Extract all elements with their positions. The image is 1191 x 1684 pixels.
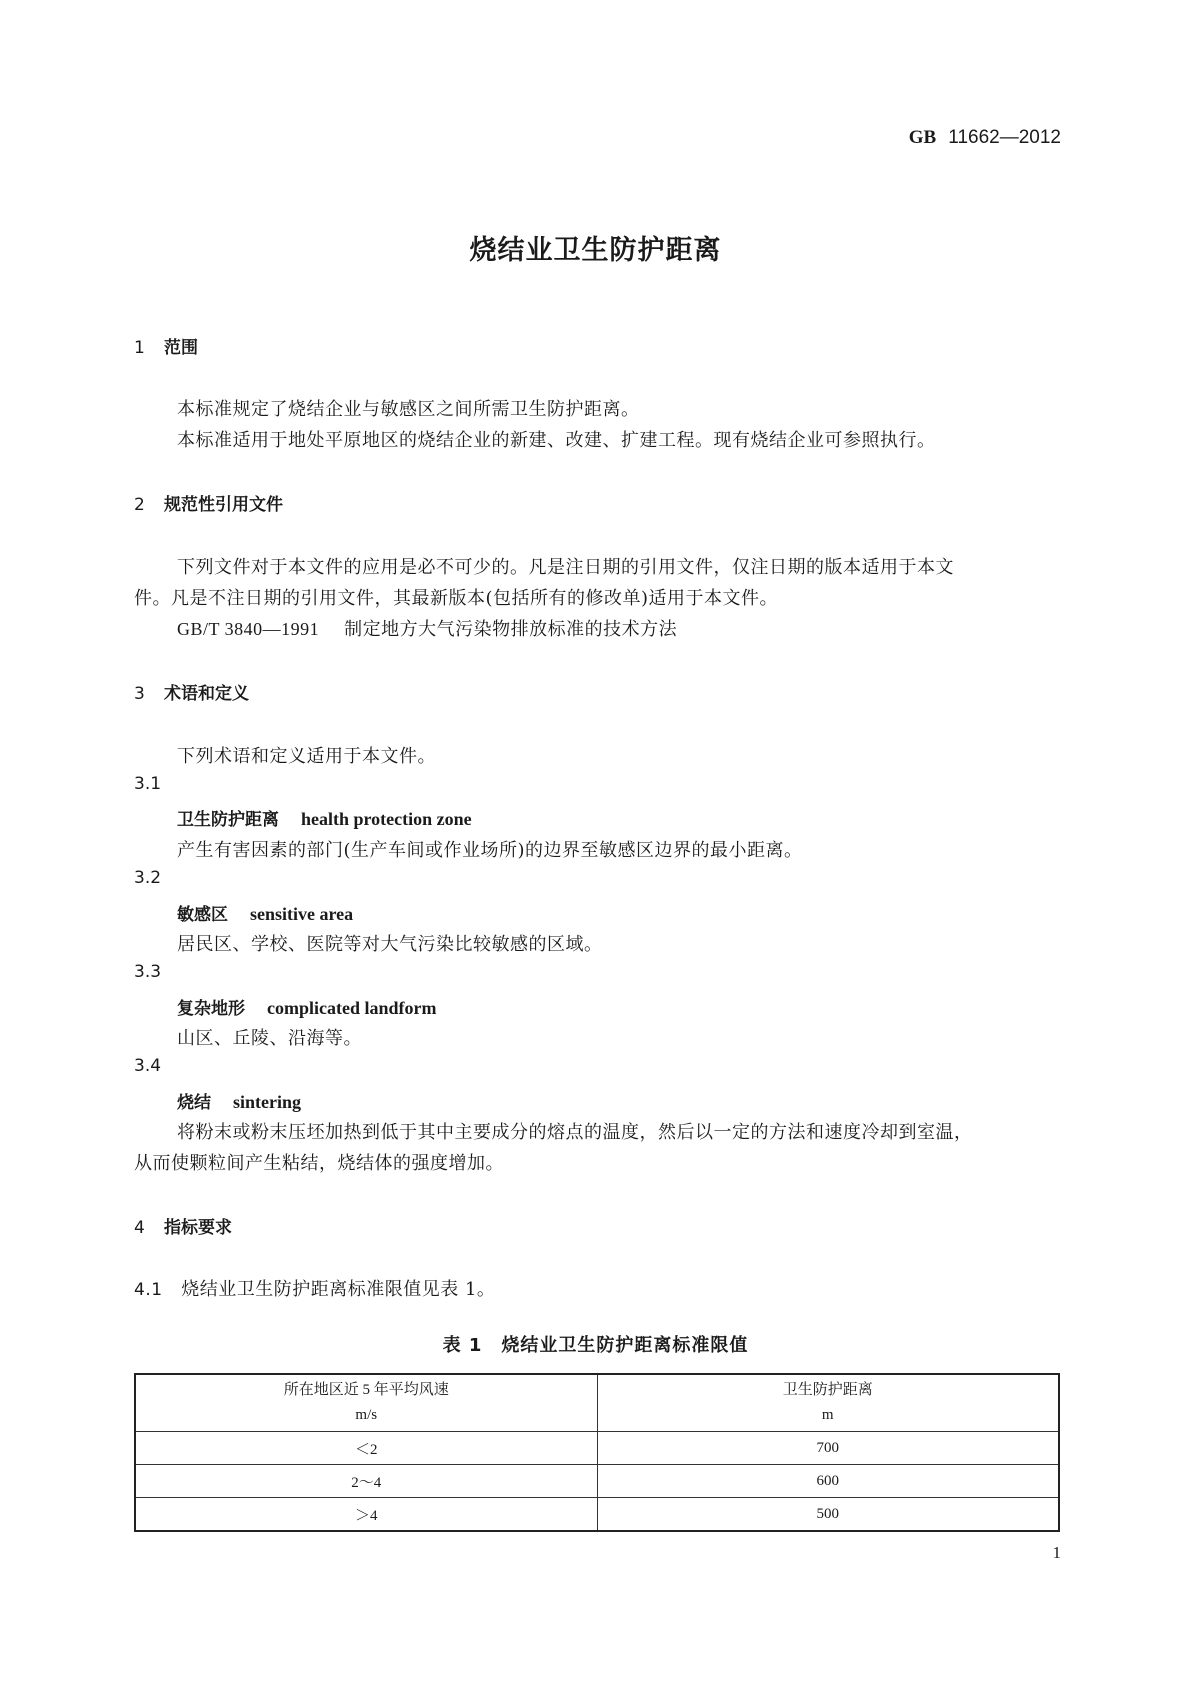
cell-wind-speed: ＞4 bbox=[135, 1498, 597, 1532]
term-3-2-chinese: 敏感区 bbox=[177, 905, 228, 925]
cell-wind-speed: 2～4 bbox=[135, 1465, 597, 1498]
clause-4-1 bbox=[134, 1275, 495, 1301]
term-3-1-chinese: 卫生防护距离 bbox=[177, 810, 279, 830]
term-3-4 bbox=[177, 1088, 301, 1113]
cell-distance: 700 bbox=[597, 1432, 1059, 1465]
header-wind-speed-label: 所在地区近 5 年平均风速 bbox=[283, 1382, 449, 1398]
section-1-paragraph-2: 本标准适用于地处平原地区的烧结企业的新建、改建、扩建工程。现有烧结企业可参照执行。 bbox=[177, 430, 936, 451]
limits-table bbox=[134, 1373, 1060, 1532]
term-3-2-number: 3.2 bbox=[134, 868, 162, 888]
term-3-4-definition-line-1: 将粉末或粉末压坯加热到低于其中主要成分的熔点的温度，然后以一定的方法和速度冷却到室温， bbox=[177, 1122, 973, 1143]
table-row bbox=[135, 1465, 1059, 1498]
header-protection-distance-unit: m bbox=[821, 1407, 834, 1423]
section-2-number: 2 bbox=[134, 495, 145, 515]
header-wind-speed bbox=[135, 1374, 597, 1432]
term-3-1-definition: 产生有害因素的部门(生产车间或作业场所)的边界至敏感区边界的最小距离。 bbox=[177, 840, 803, 861]
section-1-paragraph-1: 本标准规定了烧结企业与敏感区之间所需卫生防护距离。 bbox=[177, 399, 640, 420]
table-caption: 表 1 烧结业卫生防护距离标准限值 bbox=[442, 1335, 749, 1356]
cell-distance: 600 bbox=[597, 1465, 1059, 1498]
term-3-1 bbox=[177, 805, 472, 830]
section-1-heading bbox=[134, 333, 198, 358]
standard-prefix: GB bbox=[908, 127, 937, 148]
term-3-3-english: complicated landform bbox=[267, 998, 437, 1018]
term-3-4-english: sintering bbox=[233, 1092, 302, 1112]
section-4-heading bbox=[134, 1213, 232, 1238]
term-3-2-definition: 居民区、学校、医院等对大气污染比较敏感的区域。 bbox=[177, 934, 603, 955]
cell-wind-speed: ＜2 bbox=[135, 1432, 597, 1465]
section-1-title: 范围 bbox=[164, 338, 198, 358]
term-3-1-number: 3.1 bbox=[134, 774, 162, 794]
term-3-3-chinese: 复杂地形 bbox=[177, 999, 245, 1019]
term-3-4-number: 3.4 bbox=[134, 1056, 162, 1076]
clause-4-1-text: 烧结业卫生防护距离标准限值见表 1。 bbox=[181, 1279, 496, 1300]
term-3-3 bbox=[177, 994, 436, 1019]
document-title: 烧结业卫生防护距离 bbox=[469, 235, 722, 266]
table-header-row bbox=[135, 1374, 1059, 1432]
reference-code: GB/T 3840—1991 bbox=[177, 619, 320, 639]
term-3-2 bbox=[177, 900, 353, 925]
normative-reference bbox=[177, 615, 677, 641]
section-3-number: 3 bbox=[134, 684, 145, 704]
header-wind-speed-unit: m/s bbox=[355, 1407, 378, 1423]
section-3-heading bbox=[134, 679, 249, 704]
term-3-2-english: sensitive area bbox=[250, 904, 354, 924]
section-4-number: 4 bbox=[134, 1218, 145, 1238]
cell-distance: 500 bbox=[597, 1498, 1059, 1532]
standard-number bbox=[909, 126, 1061, 149]
term-3-1-english: health protection zone bbox=[301, 809, 472, 829]
page-number: 1 bbox=[1052, 1543, 1061, 1562]
term-3-4-chinese: 烧结 bbox=[177, 1093, 211, 1113]
clause-4-1-number: 4.1 bbox=[134, 1280, 163, 1300]
section-3-intro: 下列术语和定义适用于本文件。 bbox=[177, 746, 436, 767]
section-3-title: 术语和定义 bbox=[164, 684, 249, 704]
section-2-title: 规范性引用文件 bbox=[164, 495, 283, 515]
term-3-3-number: 3.3 bbox=[134, 962, 162, 982]
section-2-paragraph-line-2: 件。凡是不注日期的引用文件，其最新版本(包括所有的修改单)适用于本文件。 bbox=[134, 588, 779, 609]
section-4-title: 指标要求 bbox=[164, 1218, 232, 1238]
term-3-3-definition: 山区、丘陵、沿海等。 bbox=[177, 1028, 362, 1049]
reference-title: 制定地方大气污染物排放标准的技术方法 bbox=[344, 619, 678, 640]
term-3-4-definition-line-2: 从而使颗粒间产生粘结，烧结体的强度增加。 bbox=[134, 1153, 504, 1174]
section-2-paragraph-line-1: 下列文件对于本文件的应用是必不可少的。凡是注日期的引用文件，仅注日期的版本适用于本文 bbox=[177, 557, 954, 578]
header-protection-distance-label: 卫生防护距离 bbox=[782, 1382, 873, 1398]
standard-code: 11662—2012 bbox=[948, 127, 1061, 148]
section-1-number: 1 bbox=[134, 338, 145, 358]
table-row bbox=[135, 1432, 1059, 1465]
table-row bbox=[135, 1498, 1059, 1532]
header-protection-distance bbox=[597, 1374, 1059, 1432]
section-2-heading bbox=[134, 490, 283, 515]
